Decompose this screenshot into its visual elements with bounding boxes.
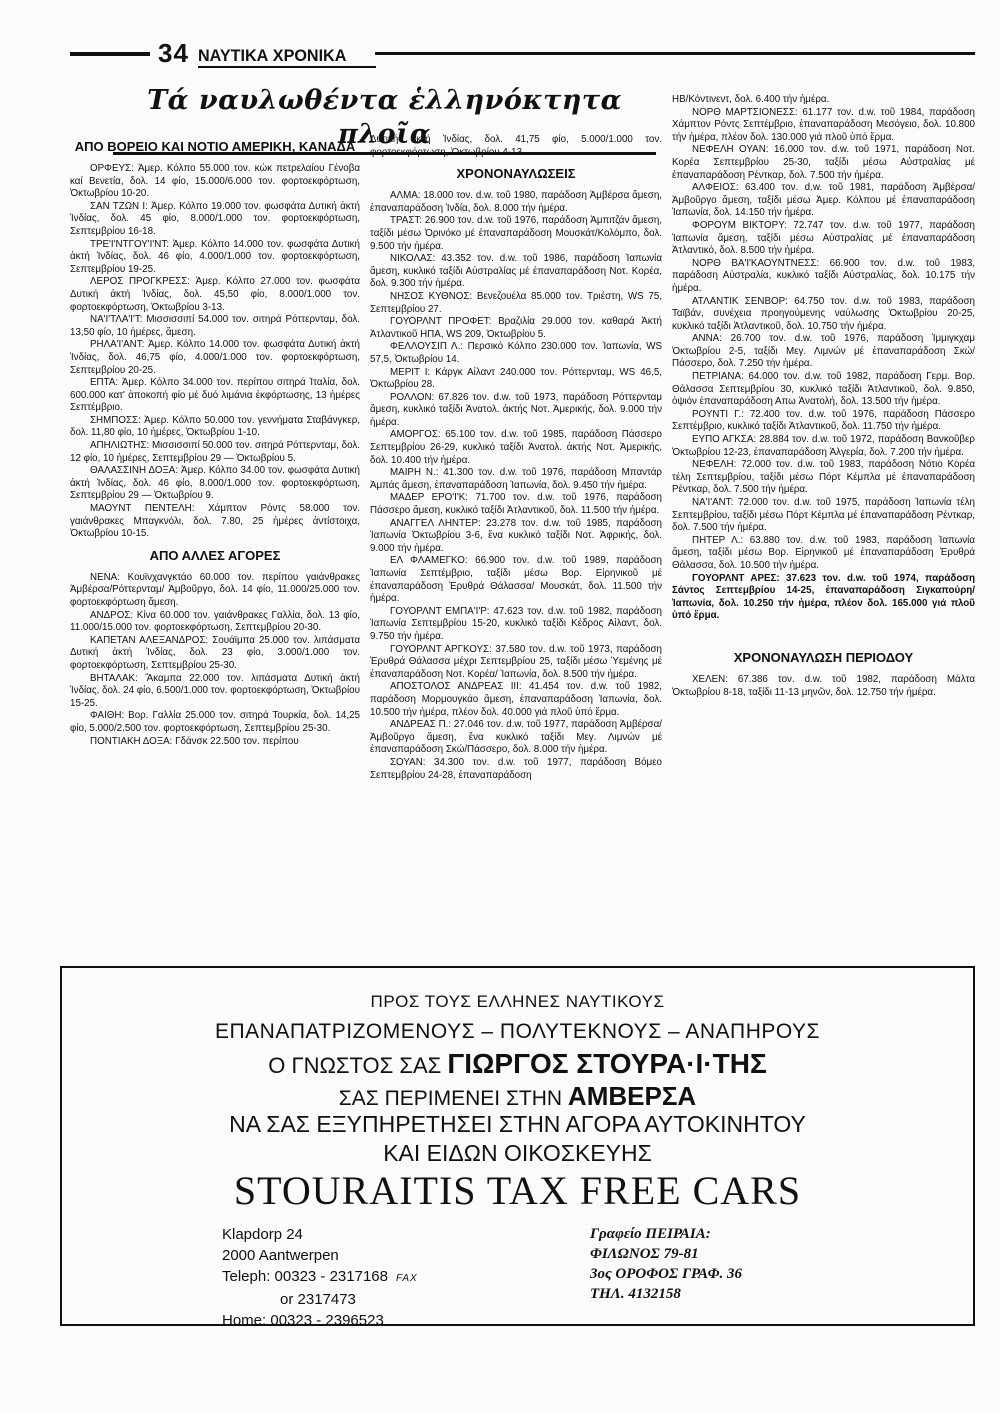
list-item: ΒΗΤΑΛΑΚ: Ἄκαμπα 22.000 τον. λιπάσματα Δυτική ἀκτή Ἰνδίας, δολ. 24 φίο, 6.500/1.000 τον. φορτοεκφόρτωση, Ὀκτωβρίου 15-25. [70,672,360,709]
header-rule-left [70,52,150,56]
list-item: ΤΡΑΣΤ: 26.900 τον. d.w. τοῦ 1976, παράδοση Ἀμπιτζάν ἄμεση, ταξίδι μέσω Ὀρινόκο μέ ἐπαναπαράδοση Μουσκάτ/Κολόμπο, δολ. 9.500 τήν ἡμέρα. [370,215,662,252]
column-1 [70,134,360,960]
ad-line-2: ΕΠΑΝΑΠΑΤΡΙΖΟΜΕΝΟΥΣ – ΠΟΛΥΤΕΚΝΟΥΣ – ΑΝΑΠΗΡΟΥΣ [214,1020,821,1043]
list-item: ΜΑΟΥΝΤ ΠΕΝΤΕΛΗ: Χάμπτον Ρόντς 58.000 τον. γαιάνθρακες Μπαγκνόλι, δολ. 7.80, 25 ἡμέρες ἀντίστοιχα, Ὀκτωβρίου 10-15. [70,503,360,540]
list-time-charters-cont [672,107,975,623]
list-item: ΝΗΣΟΣ ΚΥΘΝΟΣ: Βενεζουέλα 85.000 τον. Τριέστη, WS 75, Σεπτεμβρίου 27. [370,290,662,315]
column-3 [672,94,975,960]
list-item: ΡΟΥΝΤΙ Γ.: 72.400 τον. d.w. τοῦ 1976, παράδοση Πάσσερο Σεπτέμβριο, κυκλικό ταξίδι Ἀτλαντικοῦ, δολ. 11.750 τήν ἡμέρα. [672,408,975,433]
list-americas [70,163,360,541]
list-item: ΝΕΝΑ: Κουϊνχανγκτάο 60.000 τον. περίπου γαιάνθρακες Ἀμβέρσα/Ρόττερνταμ/ Ἀμβοῦργο, δολ. 14 φίο, 11.000/25.000 τον. φορτοεκφόρτωση ἄμεση. [70,571,360,608]
list-item: ΝΙΚΟΛΑΣ: 43.352 τον. d.w. τοῦ 1986, παράδοση Ἰαπωνία ἄμεση, κυκλικό ταξίδι Αὐστραλίας μέ ἐπαναπαράδοση Νοτ. Κορέα, δολ. 9.300 τήν ἡμέρα. [370,253,662,290]
ad-person-name: ΓΙΩΡΓΟΣ ΣΤΟΥΡΑ·Ι·ΤΗΣ [447,1048,767,1079]
continuation-text: ΗΒ/Κόντινεντ, δολ. 6.400 τήν ἡμέρα. [672,94,830,105]
list-item: ΑΠΟΣΤΟΛΟΣ ΑΝΔΡΕΑΣ ΙΙΙ: 41.454 τον. d.w. τοῦ 1982, παράδοση Μορμουγκάο ἄμεση, ἐπαναπαράδοση Ἰαπωνία, δολ. 10.500 τήν ἡμέρα, πλέον δολ. 40.000 γιά πλοῦ ὑπό ἕρμα. [370,681,662,718]
ad-street: Klapdorp 24 [222,1226,303,1243]
masthead-underline [198,66,376,68]
continuation-text: Δυτική ἀκτή Ἰνδίας, δολ. 41,75 φίο, 5.000/1.000 τον. φορτοεκφόρτωση, Ὀκτωβρίου 4-13. [370,134,662,158]
list-item: ΝΑ'Ι'ΤΛΑ'Ι'Τ: Μισσισσιπί 54.000 τον. σιτηρά Ρόττερνταμ, δολ. 13,50 φίο, 10 ἡμέρες, ἄμεση. [70,314,360,338]
list-item: ΑΝΔΡΕΑΣ Π.: 27.046 τον. d.w. τοῦ 1977, παράδοση Ἀμβέρσα/ Ἀμβοῦργο ἄμεση, ἕνα κυκλικό ταξίδι Μεγ. Λιμνών μέ ἐπαναπαράδοση Σκώ/Πάσσερο, δολ. 8.000 τήν ἡμέρα. [370,719,662,756]
ad-home-phone: Home: 00323 - 2396523 [222,1312,384,1329]
list-item: ΧΕΛΕΝ: 67.386 τον. d.w. τοῦ 1982, παράδοση Μάλτα Ὀκτωβρίου 8-18, ταξίδι 11-13 μηνῶν, δολ. 12.750 τήν ἡμέρα. [672,673,975,698]
list-item: ΑΛΦΕΙΟΣ: 63.400 τον. d.w. τοῦ 1981, παράδοση Ἀμβέρσα/ Ἀμβοῦργο ἄμεση, ταξίδι μέσω Ἀμερ. Κόλπου μέ ἐπαναπαράδοση Ἰαπωνία, δολ. 14.150 τήν ἡμέρα. [672,182,975,219]
list-item: ΟΡΦΕΥΣ: Ἀμερ. Κόλπο 55.000 τον. κώκ πετρελαίου Γένοβα καί Βενετία, δολ. 14 φίο, 15.000/6.000 τον. φορτοεκφόρτωση, Ὀκτωβρίου 10-20. [70,163,360,200]
list-item: ΓΟΥΟΡΛΝΤ ΑΡΓΚΟΥΣ: 37.580 τον. d.w. τοῦ 1973, παράδοση Ἐρυθρά Θάλασσα μέχρι Σεπτεμβρίου 25, ταξίδι μέσω Ὑεμένης μέ ἐπαναπαράδοση Νοτ. Κορέα/ Ἰαπωνία, δολ. 8.500 τήν ἡμέρα. [370,643,662,680]
list-item: ΑΝΝΑ: 26.700 τον. d.w. τοῦ 1976, παράδοση Ἰμμιγκχαμ Ὀκτωβρίου 2-5, ταξίδι Μεγ. Λιμνών μέ ἐπαναπαράδοση Σκώ/Πάσσερο, δολ. 7.250 τήν ἡμέρα. [672,333,975,370]
ad-brand: STOURAITIS TAX FREE CARS [233,1168,802,1213]
list-item: ΝΑ'Ι'ΑΝΤ: 72.000 τον. d.w. τοῦ 1975, παράδοση Ἰαπωνία τέλη Σεπτεμβρίου, ταξίδι μέσω Πόρτ Κέμπλα μέ ἐπαναπαράδοση Ρέντκαρ, δολ. 7.500 τήν ἡμέρα. [672,497,975,534]
list-item: ΣΗΜΠΟΣΣ: Ἀμερ. Κόλπο 50.000 τον. γεννήματα Σταβάνγκερ, δολ. 11,80 φίο, 10 ἡμέρες, Ὀκτωβρίου 1-10. [70,414,360,439]
article-title: Τά ναυλωθέντα ἑλληνόκτητα πλοῖα [113,84,656,155]
list-item: ΦΑΙΘΗ: Βορ. Γαλλία 25.000 τον. σιτηρά Τουρκία, δολ. 14,25 φίο, 5.000/2.500 τον. φορτοεκφόρτωση, Σεπτεμβρίου 25-30. [70,710,360,734]
list-item: ΝΕΦΕΛΗ ΟΥΑΝ: 16.000 τον. d.w. τοῦ 1971, παράδοση Νοτ. Κορέα Σεπτεμβρίου 25-30, ταξίδι μέσω Αὐστραλίας μέ ἐπαναπαράδοση Ρέντκαρ, δολ. 7.500 τήν ἡμέρα. [672,144,975,181]
list-item: ΣΟΥΑΝ: 34.300 τον. d.w. τοῦ 1977, παράδοση Βόμεο Σεπτεμβρίου 24-28, ἐπαναπαράδοση [370,756,662,781]
list-item: ΕΥΠΟ ΑΓΚΣΑ: 28.884 τον. d.w. τοῦ 1972, παράδοση Βανκοῦβερ Ὀκτωβρίου 12-23, ἐπαναπαράδοση Ἀλγερία, δολ. 7.200 τήν ἡμέρα. [672,434,975,458]
ad-address [222,1224,418,1331]
list-item: ΓΟΥΟΡΛΝΤ ΕΜΠΑ'Ι'Ρ: 47.623 τον. d.w. τοῦ 1982, παράδοση Ἰαπωνία Σεπτεμβρίου 15-20, κυκλικό ταξίδι Κέδρος Αἰλαντ, δολ. 9.750 τήν ἡμέρα. [370,605,662,642]
list-item: ΠΗΤΕΡ Λ.: 63.880 τον. d.w. τοῦ 1983, παράδοση Ἰαπωνία ἄμεση, ταξίδι μέσω Βορ. Εἰρηνικοῦ μέ ἐπαναπαράδοση Ἐρυθρά Θάλασσα, δολ. 10.500 τήν ἡμέρα. [672,534,975,571]
list-item: ΜΑΙΡΗ Ν.: 41.300 τον. d.w. τοῦ 1976, παράδοση Μπαντάρ Ἀμπάς ἄμεση, ἐπαναπαράδοση Ἰαπωνία, δολ. 9.450 τήν ἡμέρα. [370,467,662,491]
list-item: ΘΑΛΑΣΣΙΝΗ ΔΟΞΑ: Ἀμερ. Κόλπο 34.00 τον. φωσφάτα Δυτική ἀκτή Ἰνδίας, δολ. 46 φίο, 8.000/1.000 τον. φορτοεκφόρτωση, Σεπτεμβρίου 29 — Ὀκτωβρίου 9. [70,465,360,502]
ad-office-line-4: ΤΗΛ. 4132158 [590,1286,681,1302]
section-heading-americas: ΑΠΟ ΒΟΡΕΙΟ ΚΑΙ ΝΟΤΙΟ ΑΜΕΡΙΚΗ, ΚΑΝΑΔΑ [74,139,356,154]
list-item: ΦΟΡΟΥΜ ΒΙΚΤΟΡΥ: 72.747 τον. d.w. τοῦ 1977, παράδοση Ἰαπωνία ἄμεση, ταξίδι μέσω Αὐστραλίας μέ ἐπαναπαράδοση Ἀτλαντικό, δολ. 8.500 τήν ἡμέρα. [672,219,975,257]
section-heading-period-charter: ΧΡΟΝΟΝΑΥΛΩΣΗ ΠΕΡΙΟΔΟΥ [733,649,914,665]
section-heading-time-charters: ΧΡΟΝΟΝΑΥΛΩΣΕΙΣ [456,166,576,182]
list-item: ΑΠΗΛΙΩΤΗΣ: Μισσισσιπί 50.000 τον. σιτηρά Ρόττερνταμ, δολ. 12 φίο, 10 ἡμέρες, Σεπτεμβρίου 29 — Ὀκτωβρίου 5. [70,440,360,464]
list-item: ΠΕΤΡΙΑΝΑ: 64.000 τον. d.w. τοῦ 1982, παράδοση Γερμ. Βορ. Θάλασσα Σεπτεμβρίου 30, κυκλικό ταξίδι Ἀτλαντικοῦ, δολ. 9.850, ὀψιόν ἐπαναπαράδοση Απω Ἀνατολή, δολ. 13.500 τήν ἡμέρα. [672,371,975,408]
list-item-bold: ΓΟΥΟΡΛΝΤ ΑΡΕΣ: 37.623 τον. d.w. τοῦ 1974, παράδοση Σάντος Σεπτεμβρίου 14-25, ἐπαναπαράδοση Σιγκαπούρη/Ἰαπωνία, δολ. 10.250 τήν ἡμέρα, πλέον δολ. 165.000 γιά πλοῦ ὑπό ἕρμα. [672,572,975,622]
list-item: ΜΕΡΙΤ Ι: Κάργκ Αἰλαντ 240.000 τον. Ρόττερνταμ, WS 46,5, Ὀκτωβρίου 28. [370,366,662,391]
list-item: ΚΑΠΕΤΑΝ ΑΛΕΞΑΝΔΡΟΣ: Σουάϊμπα 25.000 τον. λιπάσματα Δυτική ἀκτή Ἰνδίας, δολ. 23 φίο, 3.000/1.000 τον. φορτοεκφόρτωση, Σεπτεμβρίου 25-30. [70,634,360,671]
section-heading-other-markets: ΑΠΟ ΑΛΛΕΣ ΑΓΟΡΕΣ [149,547,281,563]
header-rule-right [375,52,975,55]
ad-line-1: ΠΡΟΣ ΤΟΥΣ ΕΛΛΗΝΕΣ ΝΑΥΤΙΚΟΥΣ [370,992,665,1011]
ad-office-line-1: Γραφείο ΠΕΙΡΑΙΑ: [590,1226,711,1242]
list-item: ΕΛ ΦΛΑΜΕΓΚΟ: 66.900 τον. d.w. τοῦ 1989, παράδοση Ἰαπωνία Σεπτέμβριο, ταξίδι μέσω Βορ. Εἰρηνικοῦ μέ ἐπαναπαράδοση Ἐρυθρά Θάλασσα/ Μουσκάτ, δολ. 11.500 τήν ἡμέρα. [370,555,662,605]
list-item: ΠΟΝΤΙΑΚΗ ΔΟΞΑ: Γδάνσκ 22.500 τον. περίπου [90,735,299,747]
ad-office-line-3: 3ος ΟΡΟΦΟΣ ΓΡΑΦ. 36 [590,1266,742,1282]
ad-line-3-text: Ο ΓΝΩΣΤΟΣ ΣΑΣ [268,1053,448,1078]
ad-office-line-2: ΦΙΛΩΝΟΣ 79-81 [590,1246,699,1262]
ad-line-5: ΝΑ ΣΑΣ ΕΞΥΠΗΡΕΤΗΣΕΙ ΣΤΗΝ ΑΓΟΡΑ ΑΥΤΟΚΙΝΗΤΟΥ [229,1111,806,1137]
list-item: ΝΟΡΘ ΜΑΡΤΣΙΟΝΕΣΣ: 61.177 τον. d.w. τοῦ 1984, παράδοση Χάμπτον Ρόντς Σεπτέμβριο, ἐπαναπαράδοση Μεσόγειο, δολ. 10.800 τήν ἡμέρα, πλέον δολ. 130.000 γιά πλοῦ ὑπό ἕρμα. [672,106,975,143]
list-item: ΕΠΤΑ: Ἀμερ. Κόλπο 34.000 τον. περίπου σιτηρά Ἰταλία, δολ. 600.000 κατ' ἀποκοπή φίο μέ δυό λιμάνια ἐκφόρτωσης, 13 ἡμέρες Σεπτέμβριο. [70,377,360,414]
list-item: ΦΕΛΛΟΥΣΙΠ Λ.: Περσικό Κόλπο 230.000 τον. Ἰαπωνία, WS 57,5, Ὀκτωβρίου 14. [370,341,662,365]
ad-line-4-text: ΣΑΣ ΠΕΡΙΜΕΝΕΙ ΣΤΗΝ [338,1087,568,1110]
page-number: 34 [158,38,189,68]
list-item: ΑΜΟΡΓΟΣ: 65.100 τον. d.w. τοῦ 1985, παράδοση Πάσσερο Σεπτεμβρίου 26-29, κυκλικό ταξίδι Ἀνατολ. ἀκτής Νοτ. Ἀμερικής, δολ. 10.400 τήν ἡμέρα. [370,429,662,466]
ad-fax-label: FAX [395,1273,418,1284]
ad-telephone: Teleph: 00323 - 2317168 FAX [222,1268,418,1285]
masthead: ΝΑΥΤΙΚΑ ΧΡΟΝΙΚΑ [198,46,347,65]
list-item: ΡΟΛΛΟΝ: 67.826 τον. d.w. τοῦ 1973, παράδοση Ρόττερνταμ ἄμεση, κυκλικό ταξίδι Ἀνατολ. ἀκτής Νοτ. Ἀμερικής, δολ. 9.000 τήν ἡμέρα. [370,391,662,428]
advertisement-box [60,966,975,1329]
ad-city-line: 2000 Aantwerpen [222,1247,339,1264]
column-2 [370,134,662,960]
list-item: ΑΛΜΑ: 18.000 τον. d.w. τοῦ 1980, παράδοση Ἀμβέρσα ἄμεση, ἐπαναπαράδοση Ἰνδία, δολ. 8.000 τήν ἡμέρα. [370,190,662,214]
list-item: ΑΤΛΑΝΤΙΚ ΣΕΝΒΟΡ: 64.750 τον. d.w. τοῦ 1983, παράδοση Ταϊβάν, συνέχεια προηγούμενης ναύλωσης Ὀκτωβρίου 20-25, κυκλικό ταξίδι Ἀτλαντικοῦ, δολ. 10.750 τήν ἡμέρα. [672,295,975,332]
list-item: ΑΝΔΡΟΣ: Κίνα 60.000 τον. γαιάνθρακες Γαλλία, δολ. 13 φίο, 11.000/15.000 τον. φορτοεκφόρτωση, Σεπτεμβρίου 20-30. [70,609,360,634]
ad-line-4 [62,1081,973,1112]
ad-piraeus-office [590,1224,742,1304]
ad-fax-number: or 2317473 [280,1291,356,1308]
list-item: ΣΑΝ ΤΖΩΝ Ι: Ἀμερ. Κόλπο 19.000 τον. φωσφάτα Δυτική ἀκτή Ἰνδίας, δολ. 45 φίο, 8.000/1.000 τον. φορτοεκφόρτωση, Σεπτεμβρίου 16-18. [70,200,360,237]
ad-city: ΑΜΒΕΡΣΑ [567,1081,697,1111]
list-item: ΝΟΡΘ ΒΑ'Ι'ΚΑΟΥΝΤΝΕΣΣ: 66.900 τον. d.w. τοῦ 1983, παράδοση Αὐστραλία, κυκλικό ταξίδι Αὐστραλίας, δολ. 10.175 τήν ἡμέρα. [672,257,975,294]
list-time-charters [370,190,662,782]
page-header [70,38,975,72]
list-item: ΓΟΥΟΡΛΝΤ ΠΡΟΦΕΤ: Βραζιλία 29.000 τον. καθαρά Ἀκτή Ἀτλαντικοῦ ΗΠΑ, WS 209, Ὀκτωβρίου 5. [370,316,662,340]
list-item: ΛΕΡΟΣ ΠΡΟΓΚΡΕΣΣ: Ἀμερ. Κόλπο 27.000 τον. φωσφάτα Δυτική ἀκτή Ἰνδίας, δολ. 45,50 φίο, 8.000/1.000 τον. φορτοεκφόρτωση, Ὀκτωβρίου 3-13. [70,276,360,313]
list-item: ΝΕΦΕΛΗ: 72.000 τον. d.w. τοῦ 1983, παράδοση Νότιο Κορέα τέλη Σεπτεμβρίου, ταξίδι μέσω Πόρτ Κέμπλα μέ ἐπαναπαράδοση Ρέντκαρ, δολ. 7.500 τήν ἡμέρα. [672,459,975,496]
list-item: ΡΗΛΑ'Ι'ΑΝΤ: Ἀμερ. Κόλπο 14.000 τον. φωσφάτα Δυτική ἀκτή Ἰνδίας, δολ. 46,75 φίο, 4.000/1.000 τον. φορτοεκφόρτωση, Σεπτεμβρίου 20-25. [70,339,360,376]
list-item: ΜΑΔΕΡ ΕΡΟ'Ι'Κ: 71.700 τον. d.w. τοῦ 1976, παράδοση Πάσσερο ἄμεση, κυκλικό ταξίδι Ἀτλαντικοῦ, δολ. 11.500 τήν ἡμέρα. [370,492,662,517]
ad-line-3 [62,1048,973,1080]
ad-line-6: ΚΑΙ ΕΙΔΩΝ ΟΙΚΟΣΚΕΥΗΣ [383,1140,652,1166]
list-item: ΤΡΕ'Ι'ΝΤΓΟΥ'Ι'ΝΤ: Ἀμερ. Κόλπο 14.000 τον. φωσφάτα Δυτική ἀκτή Ἰνδίας, δολ. 46 φίο, 4.000/1.000 τον. φορτοεκφόρτωση, Σεπτεμβρίου 19-25. [70,238,360,275]
list-other-markets [70,572,360,748]
list-item: ΑΝΑΓΓΕΛ ΛΗΝΤΕΡ: 23.278 τον. d.w. τοῦ 1985, παράδοση Ἰαπωνία Ὀκτωβρίου 3-6, ἕνα κυκλικό ταξίδι Νοτ. Ἀφρικής, δολ. 9.000 τήν ἡμέρα. [370,517,662,554]
